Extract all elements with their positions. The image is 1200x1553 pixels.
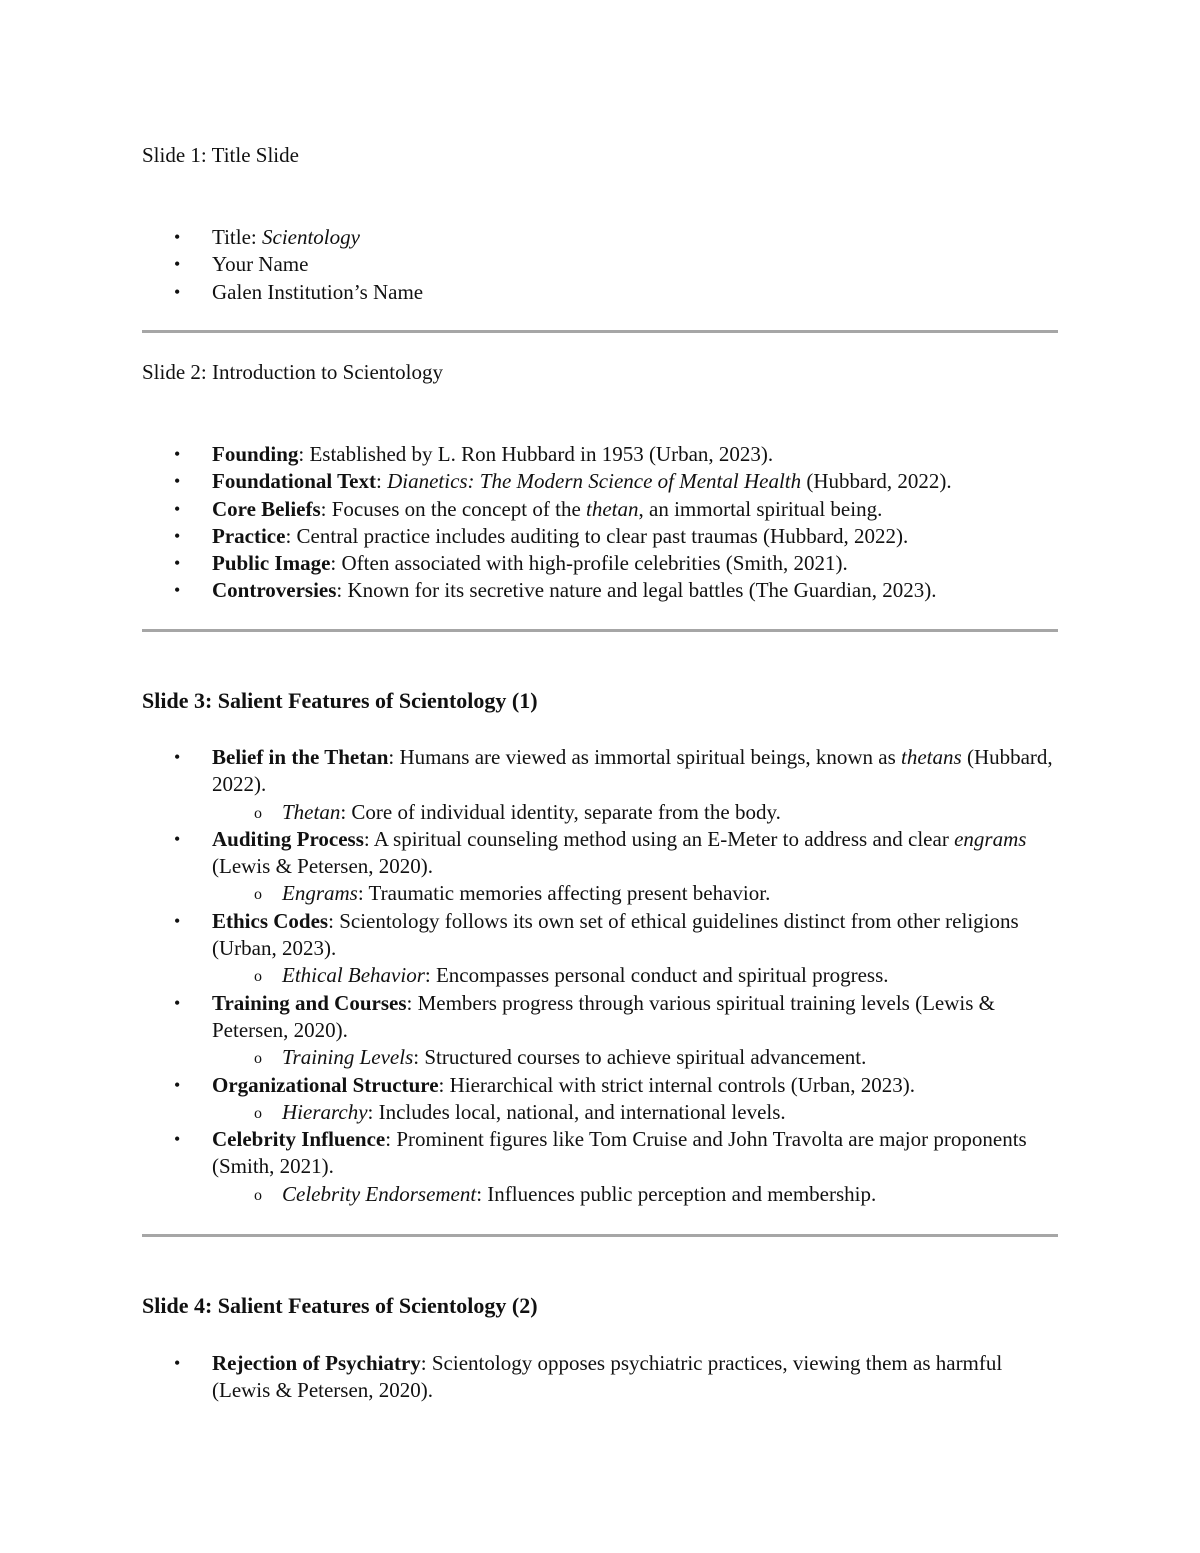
bullet-icon: • [174,747,181,767]
sub-list [212,799,1058,826]
bullet-icon: • [174,254,181,275]
bullet-icon: • [174,471,181,492]
slide-3-list [142,744,1058,1208]
bullet-icon: • [174,525,181,546]
sub-list [212,1044,1058,1071]
bullet-icon: • [174,910,181,931]
list-item: • Belief in the Thetan: Humans are viewed as immortal spiritual beings, known as thetans (Hubbard, 2022). o Thetan: Core of individual identity, separate from the body. [142,744,1058,826]
divider [142,1234,1058,1237]
list-item: • Rejection of Psychiatry: Scientology opposes psychiatric practices, viewing them as harmful (Lewis & Petersen, 2020). [174,1351,1003,1403]
bullet-icon: • [174,828,181,849]
sub-list-item: o Thetan: Core of individual identity, separate from the body. [212,799,1058,826]
list-item: • Galen Institution’s Name [142,279,1058,306]
list-item: • Controversies: Known for its secretive nature and legal battles (The Guardian, 2023). [142,577,1058,604]
bullet-icon: • [174,498,181,519]
bullet-icon: • [174,1074,181,1095]
sub-bullet-icon: o [254,968,262,986]
list-item: • Organizational Structure: Hierarchical with strict internal controls (Urban, 2023). o Hierarchy: Includes local, national, and international levels. [142,1072,1058,1127]
bullet-icon: • [174,227,181,247]
bullet-icon: • [174,1129,181,1150]
sub-list-item: o Hierarchy: Includes local, national, and international levels. [212,1099,1058,1126]
sub-bullet-icon: o [254,1050,262,1068]
sub-list-item: o Engrams: Traumatic memories affecting present behavior. [212,880,1058,907]
sub-list-item: o Training Levels: Structured courses to achieve spiritual advancement. [212,1044,1058,1071]
list-item: • Founding: Established by L. Ron Hubbard in 1953 (Urban, 2023). [142,441,1058,468]
slide-4-heading: Slide 4: Salient Features of Scientology (2) [142,1293,538,1318]
list-item: • Public Image: Often associated with high-profile celebrities (Smith, 2021). [142,550,1058,577]
list-item: • Title: Scientology [142,224,1058,251]
list-item: • Practice: Central practice includes auditing to clear past traumas (Hubbard, 2022). [142,523,1058,550]
divider [142,629,1058,632]
sub-list-item: o Ethical Behavior: Encompasses personal conduct and spiritual progress. [212,962,1058,989]
slide-1-heading: Slide 1: Title Slide [142,143,299,167]
sub-list [212,1099,1058,1126]
list-item: • Your Name [142,251,1058,278]
sub-list [212,880,1058,907]
list-item: • Foundational Text: Dianetics: The Modern Science of Mental Health (Hubbard, 2022). [142,468,1058,495]
list-item: • Auditing Process: A spiritual counseling method using an E-Meter to address and clear engrams (Lewis & Petersen, 2020). o Engrams: Traumatic memories affecting present behavior. [142,826,1058,908]
bullet-icon: • [174,553,181,574]
bullet-icon: • [174,444,181,464]
bullet-icon: • [174,992,181,1013]
bullet-icon: • [174,1353,181,1373]
slide-1-list [142,224,1058,306]
bullet-icon: • [174,580,181,601]
sub-bullet-icon: o [254,1186,262,1204]
list-item: • Celebrity Influence: Prominent figures like Tom Cruise and John Travolta are major proponents (Smith, 2021). o Celebrity Endorsement: Influences public perception and membership. [142,1126,1058,1208]
sub-bullet-icon: o [254,804,262,822]
list-item: • Ethics Codes: Scientology follows its own set of ethical guidelines distinct from other religions (Urban, 2023). o Ethical Behavior: Encompasses personal conduct and spiritual progress. [142,908,1058,990]
sub-list [212,962,1058,989]
divider [142,330,1058,333]
slide-2-list [142,441,1058,605]
slide-2-heading: Slide 2: Introduction to Scientology [142,360,443,384]
list-item: • Core Beliefs: Focuses on the concept of the thetan, an immortal spiritual being. [142,496,1058,523]
sub-bullet-icon: o [254,1104,262,1122]
sub-bullet-icon: o [254,886,262,904]
sub-list-item: o Celebrity Endorsement: Influences public perception and membership. [212,1181,1058,1208]
slide-4-list [142,1350,1058,1405]
slide-3-heading: Slide 3: Salient Features of Scientology (1) [142,688,538,713]
bullet-icon: • [174,281,181,302]
list-item: • Training and Courses: Members progress through various spiritual training levels (Lewis & Petersen, 2020). o Training Levels: Structured courses to achieve spiritual advancement. [142,990,1058,1072]
sub-list [212,1181,1058,1208]
